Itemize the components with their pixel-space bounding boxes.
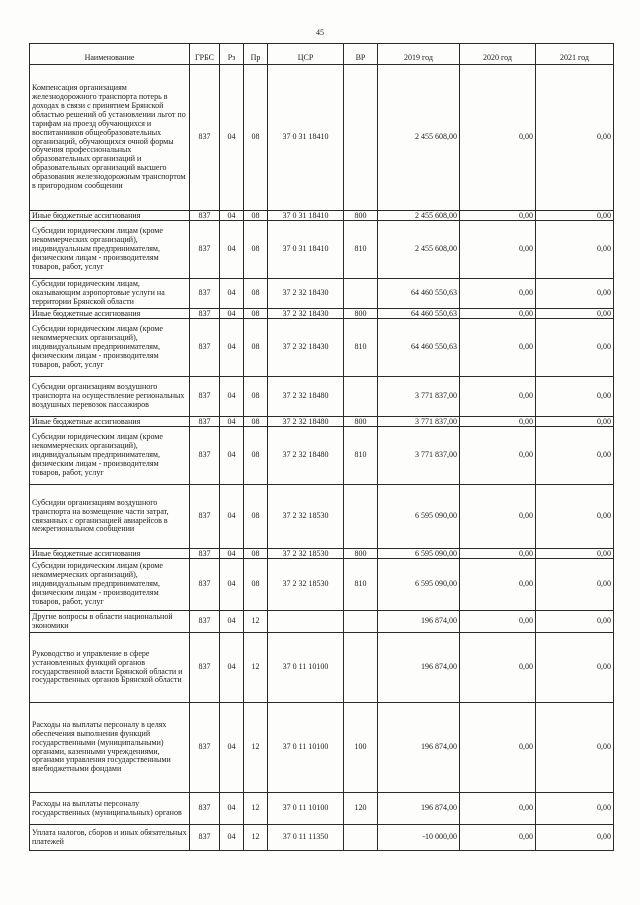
table-row: [30, 633, 614, 703]
amount-2019: -10 000,00: [378, 825, 460, 851]
amount-2020: 0,00: [460, 377, 536, 417]
rz-code: 04: [220, 211, 244, 221]
csr-code: 37 0 11 11350: [268, 825, 344, 851]
csr-code: 37 2 32 18480: [268, 417, 344, 427]
rz-code: 04: [220, 309, 244, 319]
amount-2021: 0,00: [536, 549, 614, 559]
amount-2021: 0,00: [536, 825, 614, 851]
grbs-code: 837: [190, 309, 220, 319]
vr-code: 810: [344, 319, 378, 377]
amount-2019: 6 595 090,00: [378, 559, 460, 611]
amount-2019: 2 455 608,00: [378, 211, 460, 221]
amount-2019: 196 874,00: [378, 633, 460, 703]
table-row: [30, 427, 614, 485]
column-header: Рз: [220, 44, 244, 65]
rz-code: 04: [220, 559, 244, 611]
budget-table: [29, 43, 614, 851]
amount-2021: 0,00: [536, 427, 614, 485]
amount-2020: 0,00: [460, 485, 536, 549]
amount-2021: 0,00: [536, 485, 614, 549]
column-header: 2021 год: [536, 44, 614, 65]
vr-code: [344, 377, 378, 417]
pr-code: 08: [244, 377, 268, 417]
amount-2019: 3 771 837,00: [378, 427, 460, 485]
rz-code: 04: [220, 221, 244, 279]
amount-2020: 0,00: [460, 611, 536, 633]
amount-2020: 0,00: [460, 279, 536, 309]
grbs-code: 837: [190, 221, 220, 279]
row-name: Субсидии организациям воздушного транспорта на осуществление региональных воздушных перевозок пассажиров: [30, 377, 190, 417]
amount-2021: 0,00: [536, 211, 614, 221]
amount-2019: 196 874,00: [378, 703, 460, 793]
vr-code: 800: [344, 417, 378, 427]
table-row: [30, 611, 614, 633]
row-name: Иные бюджетные ассигнования: [30, 211, 190, 221]
table-row: [30, 793, 614, 825]
table-row: [30, 559, 614, 611]
amount-2019: 3 771 837,00: [378, 377, 460, 417]
csr-code: 37 0 31 18410: [268, 221, 344, 279]
grbs-code: 837: [190, 793, 220, 825]
amount-2020: 0,00: [460, 221, 536, 279]
row-name: Субсидии организациям воздушного транспорта на возмещение части затрат, связанных с организацией авиарейсов в межрегиональном сообщении: [30, 485, 190, 549]
amount-2020: 0,00: [460, 559, 536, 611]
vr-code: [344, 611, 378, 633]
table-row: [30, 377, 614, 417]
pr-code: 08: [244, 427, 268, 485]
grbs-code: 837: [190, 703, 220, 793]
pr-code: 12: [244, 633, 268, 703]
table-row: [30, 825, 614, 851]
amount-2020: 0,00: [460, 825, 536, 851]
amount-2020: 0,00: [460, 65, 536, 211]
csr-code: [268, 611, 344, 633]
pr-code: 12: [244, 611, 268, 633]
amount-2019: 2 455 608,00: [378, 65, 460, 211]
row-name: Субсидии юридическим лицам (кроме некоммерческих организаций), индивидуальным предпринимателям, физическим лицам - производителям товаров, работ, услуг: [30, 221, 190, 279]
csr-code: 37 2 32 18530: [268, 549, 344, 559]
amount-2021: 0,00: [536, 279, 614, 309]
row-name: Расходы на выплаты персоналу государственных (муниципальных) органов: [30, 793, 190, 825]
amount-2021: 0,00: [536, 559, 614, 611]
pr-code: 12: [244, 703, 268, 793]
vr-code: 120: [344, 793, 378, 825]
amount-2021: 0,00: [536, 633, 614, 703]
column-header: 2020 год: [460, 44, 536, 65]
rz-code: 04: [220, 319, 244, 377]
grbs-code: 837: [190, 559, 220, 611]
grbs-code: 837: [190, 485, 220, 549]
grbs-code: 837: [190, 211, 220, 221]
column-header: Пр: [244, 44, 268, 65]
vr-code: 800: [344, 549, 378, 559]
pr-code: 08: [244, 319, 268, 377]
row-name: Субсидии юридическим лицам (кроме некоммерческих организаций), индивидуальным предпринимателям, физическим лицам - производителям товаров, работ, услуг: [30, 319, 190, 377]
row-name: Субсидии юридическим лицам (кроме некоммерческих организаций), индивидуальным предпринимателям, физическим лицам - производителям товаров, работ, услуг: [30, 427, 190, 485]
rz-code: 04: [220, 427, 244, 485]
pr-code: 08: [244, 485, 268, 549]
amount-2020: 0,00: [460, 417, 536, 427]
amount-2019: 64 460 550,63: [378, 279, 460, 309]
rz-code: 04: [220, 793, 244, 825]
csr-code: 37 0 31 18410: [268, 211, 344, 221]
vr-code: 810: [344, 559, 378, 611]
row-name: Другие вопросы в области национальной экономики: [30, 611, 190, 633]
amount-2021: 0,00: [536, 793, 614, 825]
table-row: [30, 417, 614, 427]
header-row: [30, 44, 614, 65]
pr-code: 12: [244, 825, 268, 851]
column-header: 2019 год: [378, 44, 460, 65]
rz-code: 04: [220, 611, 244, 633]
amount-2019: 6 595 090,00: [378, 549, 460, 559]
row-name: Субсидии юридическим лицам, оказывающим аэропортовые услуги на территории Брянской области: [30, 279, 190, 309]
amount-2019: 196 874,00: [378, 793, 460, 825]
grbs-code: 837: [190, 319, 220, 377]
amount-2021: 0,00: [536, 417, 614, 427]
column-header: ЦСР: [268, 44, 344, 65]
table-row: [30, 211, 614, 221]
pr-code: 08: [244, 309, 268, 319]
amount-2019: 64 460 550,63: [378, 309, 460, 319]
vr-code: [344, 825, 378, 851]
pr-code: 08: [244, 211, 268, 221]
amount-2020: 0,00: [460, 549, 536, 559]
grbs-code: 837: [190, 427, 220, 485]
amount-2020: 0,00: [460, 319, 536, 377]
table-row: [30, 279, 614, 309]
grbs-code: 837: [190, 417, 220, 427]
grbs-code: 837: [190, 611, 220, 633]
csr-code: 37 2 32 18430: [268, 319, 344, 377]
vr-code: 810: [344, 221, 378, 279]
csr-code: 37 2 32 18430: [268, 279, 344, 309]
amount-2019: 6 595 090,00: [378, 485, 460, 549]
column-header: ГРБС: [190, 44, 220, 65]
grbs-code: 837: [190, 825, 220, 851]
csr-code: 37 0 11 10100: [268, 703, 344, 793]
csr-code: 37 2 32 18480: [268, 377, 344, 417]
pr-code: 08: [244, 549, 268, 559]
pr-code: 08: [244, 417, 268, 427]
vr-code: 800: [344, 309, 378, 319]
row-name: Субсидии юридическим лицам (кроме некоммерческих организаций), индивидуальным предпринимателям, физическим лицам - производителям товаров, работ, услуг: [30, 559, 190, 611]
csr-code: 37 2 32 18480: [268, 427, 344, 485]
pr-code: 08: [244, 559, 268, 611]
rz-code: 04: [220, 279, 244, 309]
vr-code: [344, 485, 378, 549]
csr-code: 37 2 32 18530: [268, 559, 344, 611]
rz-code: 04: [220, 485, 244, 549]
vr-code: [344, 65, 378, 211]
pr-code: 12: [244, 793, 268, 825]
row-name: Руководство и управление в сфере установленных функций органов государственной власти Брянской области и государственных органов Брянской области: [30, 633, 190, 703]
amount-2021: 0,00: [536, 65, 614, 211]
amount-2020: 0,00: [460, 703, 536, 793]
page-number: 45: [316, 28, 324, 37]
rz-code: 04: [220, 633, 244, 703]
amount-2021: 0,00: [536, 377, 614, 417]
table-row: [30, 703, 614, 793]
grbs-code: 837: [190, 633, 220, 703]
csr-code: 37 0 11 10100: [268, 793, 344, 825]
amount-2020: 0,00: [460, 211, 536, 221]
table-row: [30, 221, 614, 279]
grbs-code: 837: [190, 279, 220, 309]
amount-2019: 3 771 837,00: [378, 417, 460, 427]
row-name: Расходы на выплаты персоналу в целях обеспечения выполнения функций государственными (муниципальными) органами, казенными учреждениями, органами управления государственными внебюджетными фондами: [30, 703, 190, 793]
rz-code: 04: [220, 417, 244, 427]
amount-2020: 0,00: [460, 633, 536, 703]
amount-2021: 0,00: [536, 703, 614, 793]
vr-code: 810: [344, 427, 378, 485]
vr-code: [344, 633, 378, 703]
amount-2019: 64 460 550,63: [378, 319, 460, 377]
amount-2019: 196 874,00: [378, 611, 460, 633]
amount-2020: 0,00: [460, 793, 536, 825]
vr-code: [344, 279, 378, 309]
amount-2021: 0,00: [536, 309, 614, 319]
amount-2019: 2 455 608,00: [378, 221, 460, 279]
rz-code: 04: [220, 377, 244, 417]
column-header: Наименование: [30, 44, 190, 65]
vr-code: 100: [344, 703, 378, 793]
table-row: [30, 485, 614, 549]
rz-code: 04: [220, 549, 244, 559]
grbs-code: 837: [190, 549, 220, 559]
amount-2021: 0,00: [536, 319, 614, 377]
pr-code: 08: [244, 221, 268, 279]
vr-code: 800: [344, 211, 378, 221]
table-row: [30, 65, 614, 211]
rz-code: 04: [220, 703, 244, 793]
pr-code: 08: [244, 279, 268, 309]
grbs-code: 837: [190, 65, 220, 211]
amount-2020: 0,00: [460, 427, 536, 485]
column-header: ВР: [344, 44, 378, 65]
amount-2021: 0,00: [536, 611, 614, 633]
row-name: Иные бюджетные ассигнования: [30, 417, 190, 427]
table-row: [30, 309, 614, 319]
table-row: [30, 319, 614, 377]
rz-code: 04: [220, 825, 244, 851]
csr-code: 37 2 32 18530: [268, 485, 344, 549]
csr-code: 37 2 32 18430: [268, 309, 344, 319]
row-name: Иные бюджетные ассигнования: [30, 549, 190, 559]
row-name: Компенсация организациям железнодорожного транспорта потерь в доходах в связи с принятием Брянской областью решений об установлении льгот по тарифам на проезд обучающихся и воспитанников общеобразовательных организаций, обучающихся очной формы обучения профессиональных образовательных организаций и образовательных организаций высшего образования железнодорожным транспортом в пригородном сообщении: [30, 65, 190, 211]
csr-code: 37 0 31 18410: [268, 65, 344, 211]
grbs-code: 837: [190, 377, 220, 417]
pr-code: 08: [244, 65, 268, 211]
row-name: Иные бюджетные ассигнования: [30, 309, 190, 319]
rz-code: 04: [220, 65, 244, 211]
table-row: [30, 549, 614, 559]
amount-2020: 0,00: [460, 309, 536, 319]
csr-code: 37 0 11 10100: [268, 633, 344, 703]
amount-2021: 0,00: [536, 221, 614, 279]
row-name: Уплата налогов, сборов и иных обязательных платежей: [30, 825, 190, 851]
